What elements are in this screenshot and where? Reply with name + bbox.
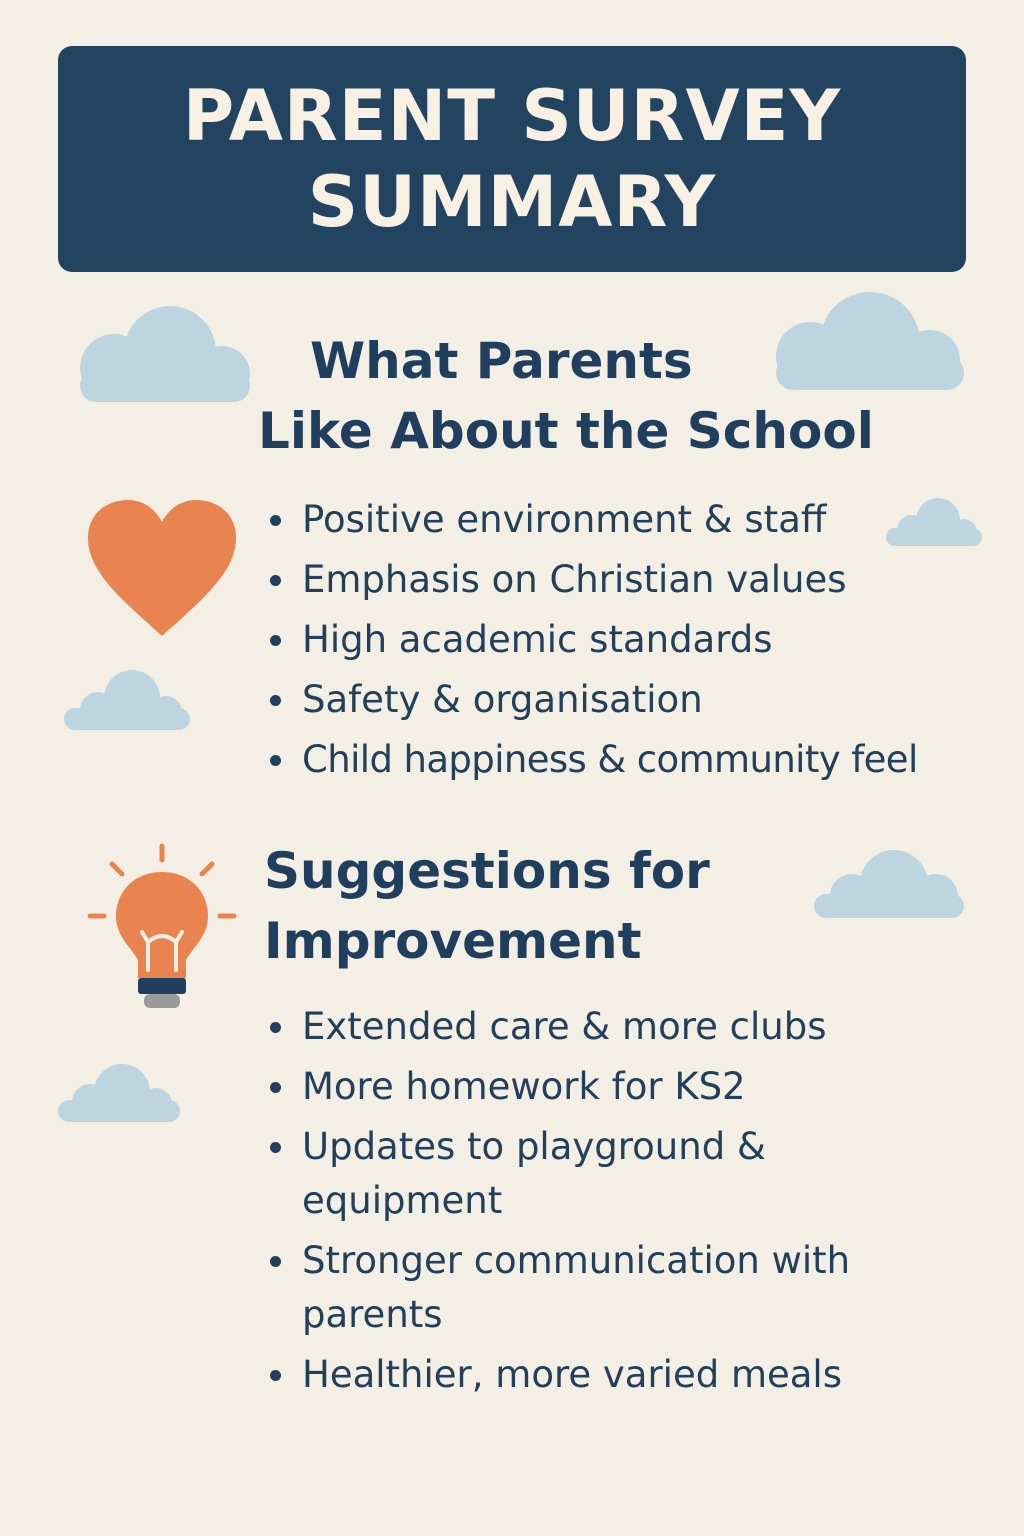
page-title-line-1: PARENT SURVEY <box>182 75 842 157</box>
likes-heading-line-2: Like About the School <box>258 402 874 460</box>
list-item <box>264 1234 850 1342</box>
page-title-line-2: SUMMARY <box>307 161 717 243</box>
suggestions-list <box>264 1000 850 1408</box>
likes-list <box>264 490 918 790</box>
cloud-icon <box>56 1064 182 1122</box>
list-item <box>264 1000 850 1054</box>
list-item-line: Stronger communication with <box>302 1239 851 1282</box>
list-item-line: Healthier, more varied meals <box>302 1353 842 1396</box>
suggestions-heading-line-1: Suggestions for <box>264 842 710 900</box>
cloud-icon <box>812 850 966 918</box>
list-item: Child happiness & community feel <box>264 730 918 790</box>
list-item: Emphasis on Christian values <box>264 550 918 610</box>
list-item <box>264 1120 850 1228</box>
list-item: High academic standards <box>264 610 918 670</box>
list-item: Safety & organisation <box>264 670 918 730</box>
cloud-icon <box>62 306 258 402</box>
list-item <box>264 1060 850 1114</box>
likes-heading-line-1: What Parents <box>310 332 693 390</box>
lightbulb-icon <box>86 842 238 1012</box>
list-item-line: parents <box>302 1293 443 1336</box>
list-item-line: More homework for KS2 <box>302 1065 746 1108</box>
heart-icon <box>86 500 238 638</box>
list-item-line: Extended care & more clubs <box>302 1005 827 1048</box>
title-banner <box>58 46 966 272</box>
list-item: Positive environment & staff <box>264 490 918 550</box>
list-item-line: equipment <box>302 1179 503 1222</box>
suggestions-heading-line-2: Improvement <box>264 912 642 970</box>
cloud-icon <box>62 668 192 730</box>
suggestions-heading <box>264 836 710 976</box>
list-item-line: Updates to playground & <box>302 1125 766 1168</box>
list-item <box>264 1348 850 1402</box>
likes-heading <box>258 326 874 466</box>
